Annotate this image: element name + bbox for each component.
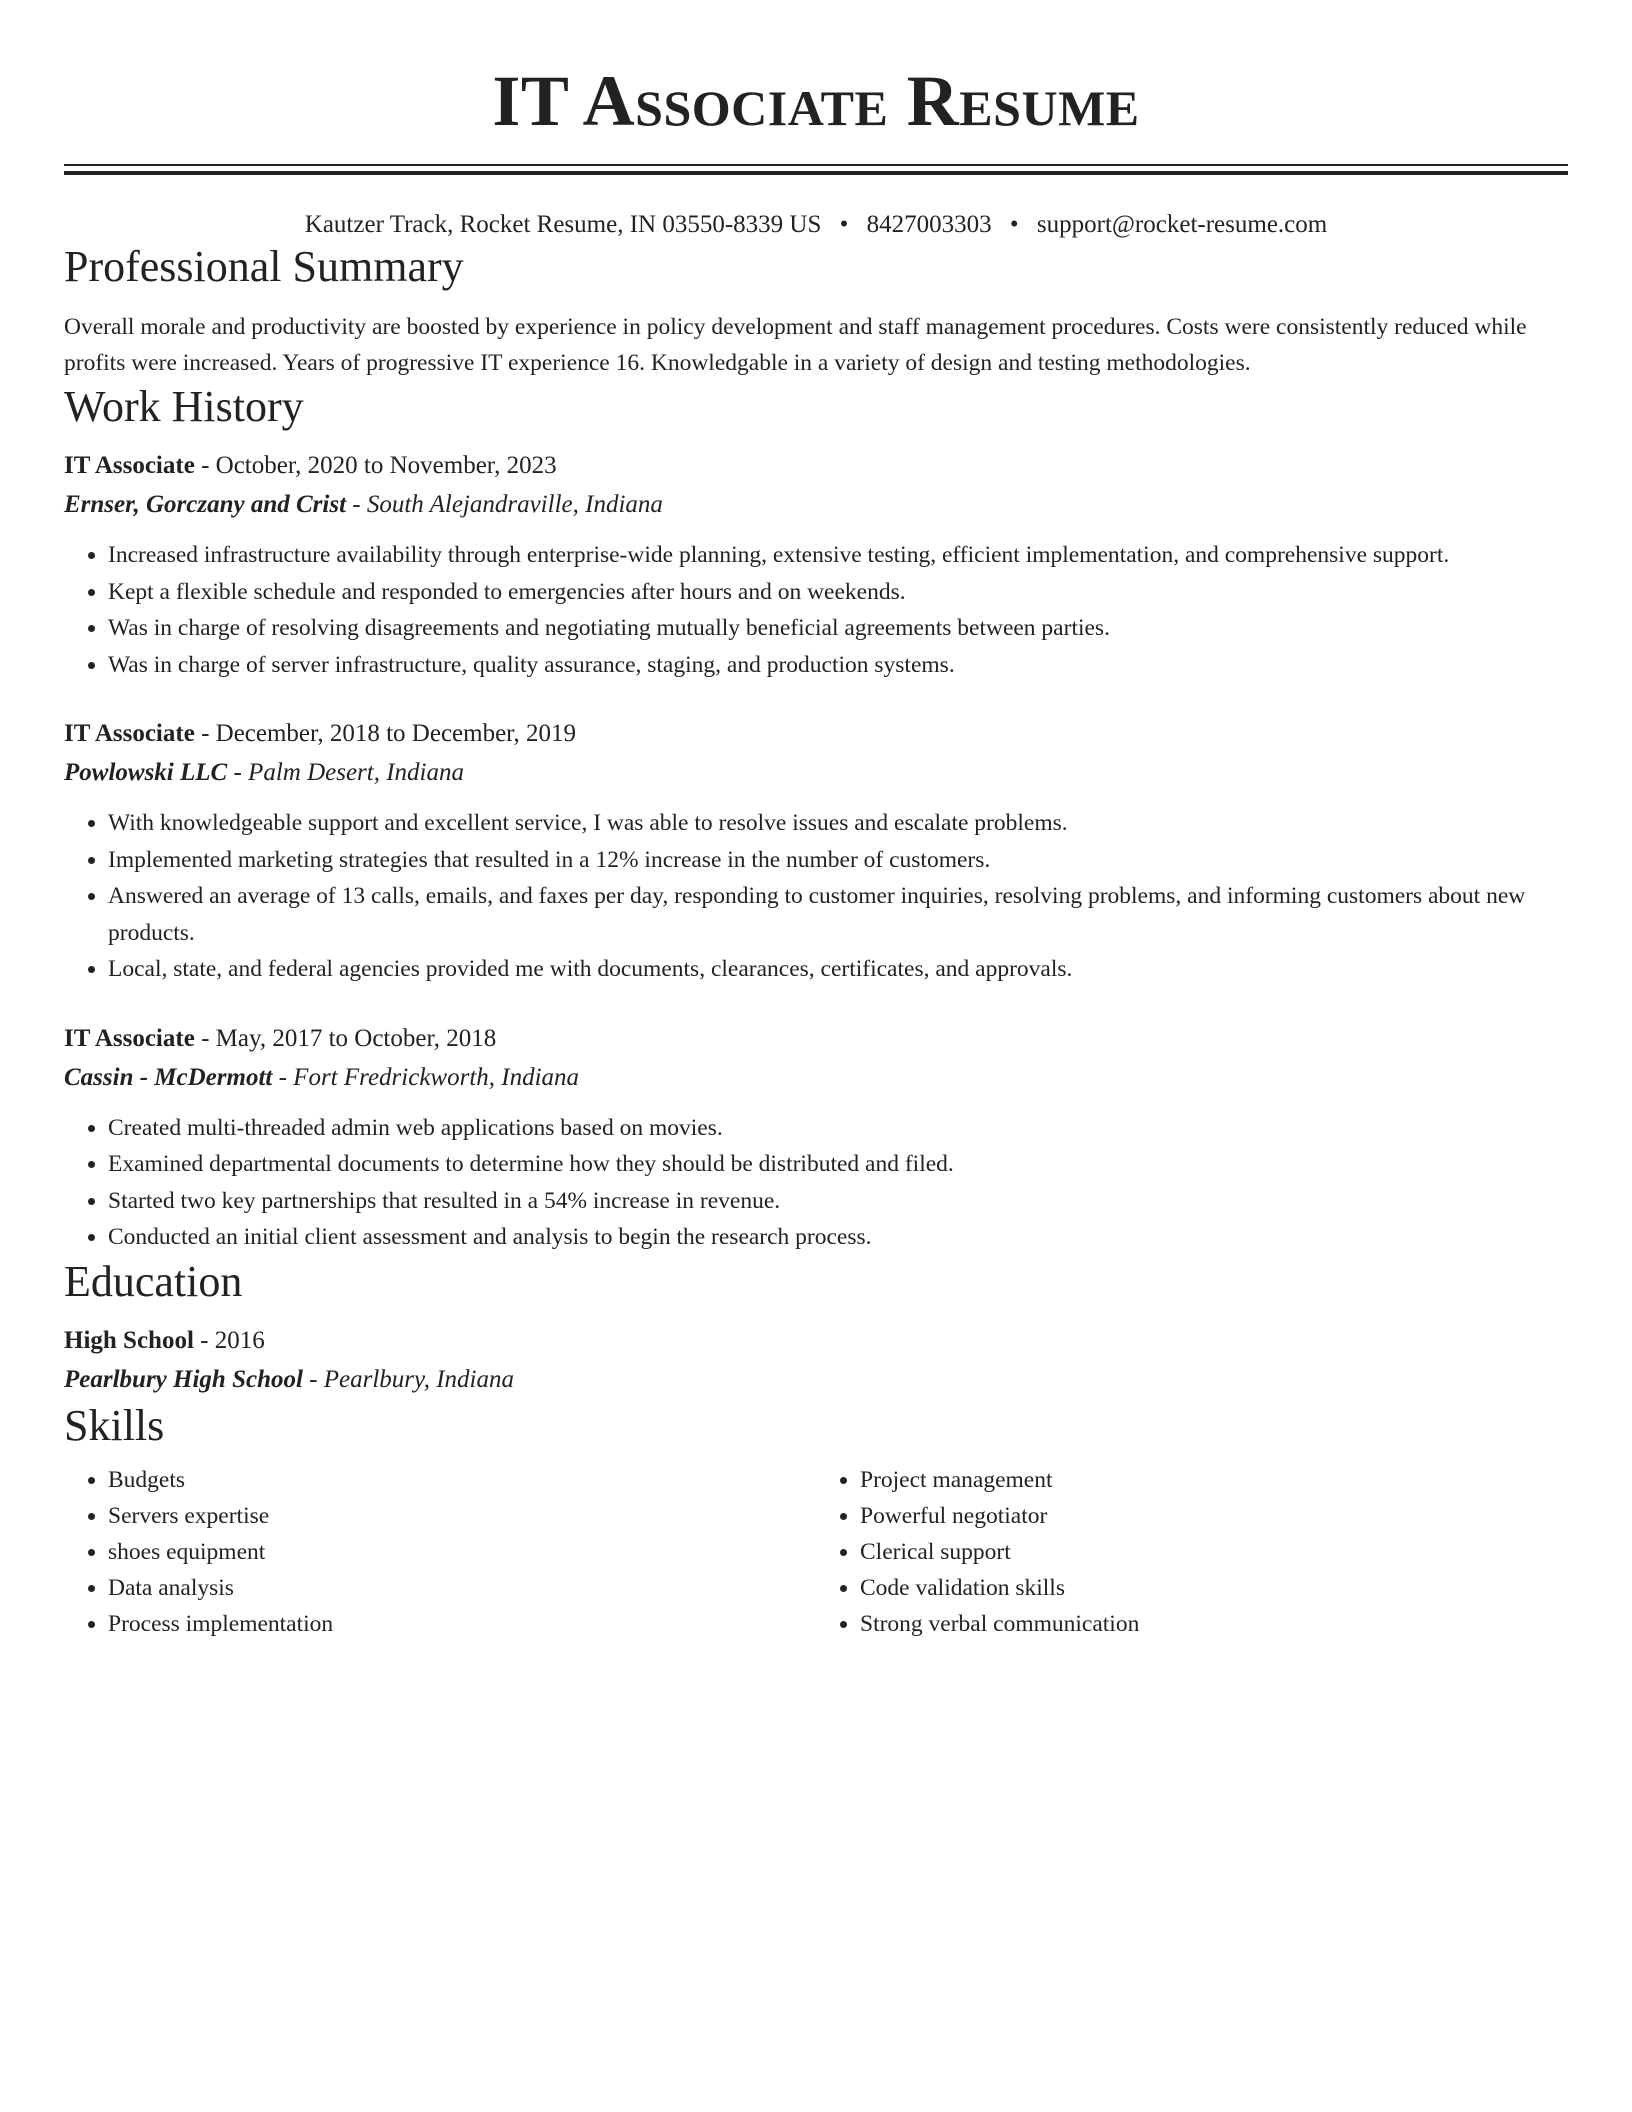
contact-separator: • (1009, 211, 1019, 238)
education-year: - 2016 (193, 1326, 265, 1354)
skills-column-right (816, 1462, 1568, 1642)
job-bullets (64, 537, 1568, 683)
skill-item: • Process implementation (108, 1606, 816, 1642)
work-history-heading: Work History (64, 382, 304, 431)
job-dates: - May, 2017 to October, 2018 (194, 1024, 497, 1052)
title-divider-thick (64, 171, 1568, 175)
contact-phone: 8427003303 (866, 211, 992, 238)
education-heading: Education (64, 1256, 243, 1306)
job-entry (64, 1020, 1568, 1256)
skill-item: • shoes equipment (108, 1534, 816, 1570)
skill-item: • Clerical support (860, 1534, 1568, 1570)
job-company: Powlowski LLC (64, 759, 228, 786)
education-degree: High School (64, 1326, 194, 1354)
skill-item: • Powerful negotiator (860, 1498, 1568, 1534)
job-dates: - December, 2018 to December, 2019 (194, 720, 577, 747)
job-company: Ernser, Gorczany and Crist (64, 491, 347, 518)
skills-column-left (64, 1462, 816, 1642)
job-bullet: • Increased infrastructure availability through enterprise-wide planning, extensive testing, efficient implementation, and comprehensive support. (108, 537, 1568, 574)
skill-item: • Data analysis (108, 1570, 816, 1606)
skill-item: • Servers expertise (108, 1498, 816, 1534)
education-school-line (64, 1360, 1568, 1400)
summary-text: Overall morale and productivity are boosted by experience in policy development and staff management procedures. Costs were consistently reduced while profits were increased. Years of progressive IT experience 16. Knowledgable in a variety of design and testing methodologies. (64, 314, 1527, 376)
job-bullet: • Conducted an initial client assessment and analysis to begin the research process. (108, 1219, 1568, 1256)
title-divider-thin (64, 164, 1568, 166)
job-bullet: • Answered an average of 13 calls, emails, and faxes per day, responding to customer inquiries, resolving problems, and informing customers about new products. (108, 878, 1568, 951)
skill-item: • Strong verbal communication (860, 1606, 1568, 1642)
job-location: - Fort Fredrickworth, Indiana (272, 1063, 580, 1091)
contact-line (64, 209, 1568, 241)
job-title-line (64, 715, 1568, 753)
summary-heading: Professional Summary (64, 242, 464, 291)
skill-item: • Budgets (108, 1462, 816, 1498)
education-degree-line (64, 1322, 1568, 1360)
skills-list (64, 1462, 1568, 1642)
job-company-line (64, 485, 1568, 525)
job-bullets (64, 805, 1568, 988)
job-bullet: • Started two key partnerships that resulted in a 54% increase in revenue. (108, 1183, 1568, 1220)
job-bullet: • Created multi-threaded admin web applications based on movies. (108, 1110, 1568, 1147)
job-entry (64, 715, 1568, 988)
contact-address: Kautzer Track, Rocket Resume, IN 03550-8339 US (304, 211, 822, 238)
education-school: Pearlbury High School (64, 1365, 303, 1393)
job-company-line (64, 753, 1568, 793)
job-bullet: • Examined departmental documents to determine how they should be distributed and filed. (108, 1146, 1568, 1183)
skill-item: • Code validation skills (860, 1570, 1568, 1606)
skill-item: • Project management (860, 1462, 1568, 1498)
job-title-line (64, 1020, 1568, 1058)
contact-email: support@rocket-resume.com (1036, 211, 1328, 238)
job-location: - South Alejandraville, Indiana (346, 491, 663, 518)
job-bullet: • Local, state, and federal agencies provided me with documents, clearances, certificates, and approvals. (108, 951, 1568, 988)
job-role: IT Associate (64, 1024, 195, 1052)
job-bullet: • Kept a flexible schedule and responded to emergencies after hours and on weekends. (108, 574, 1568, 611)
job-location: - Palm Desert, Indiana (227, 759, 464, 786)
job-bullet: • Implemented marketing strategies that resulted in a 12% increase in the number of customers. (108, 842, 1568, 879)
job-dates: - October, 2020 to November, 2023 (194, 452, 557, 479)
job-company-line (64, 1058, 1568, 1098)
job-company: Cassin - McDermott (64, 1063, 273, 1091)
education-entry (64, 1322, 1568, 1400)
job-title-line (64, 447, 1568, 485)
resume-title: IT Associate Resume (492, 61, 1140, 141)
job-entry (64, 447, 1568, 683)
education-location: - Pearlbury, Indiana (302, 1365, 515, 1393)
job-role: IT Associate (64, 720, 195, 747)
job-bullets (64, 1110, 1568, 1256)
job-role: IT Associate (64, 452, 195, 479)
job-bullet: • Was in charge of resolving disagreements and negotiating mutually beneficial agreements between parties. (108, 610, 1568, 647)
job-bullet: • Was in charge of server infrastructure, quality assurance, staging, and production systems. (108, 647, 1568, 684)
skills-heading: Skills (64, 1400, 165, 1450)
contact-separator: • (839, 211, 849, 238)
job-bullet: • With knowledgeable support and excellent service, I was able to resolve issues and escalate problems. (108, 805, 1568, 842)
